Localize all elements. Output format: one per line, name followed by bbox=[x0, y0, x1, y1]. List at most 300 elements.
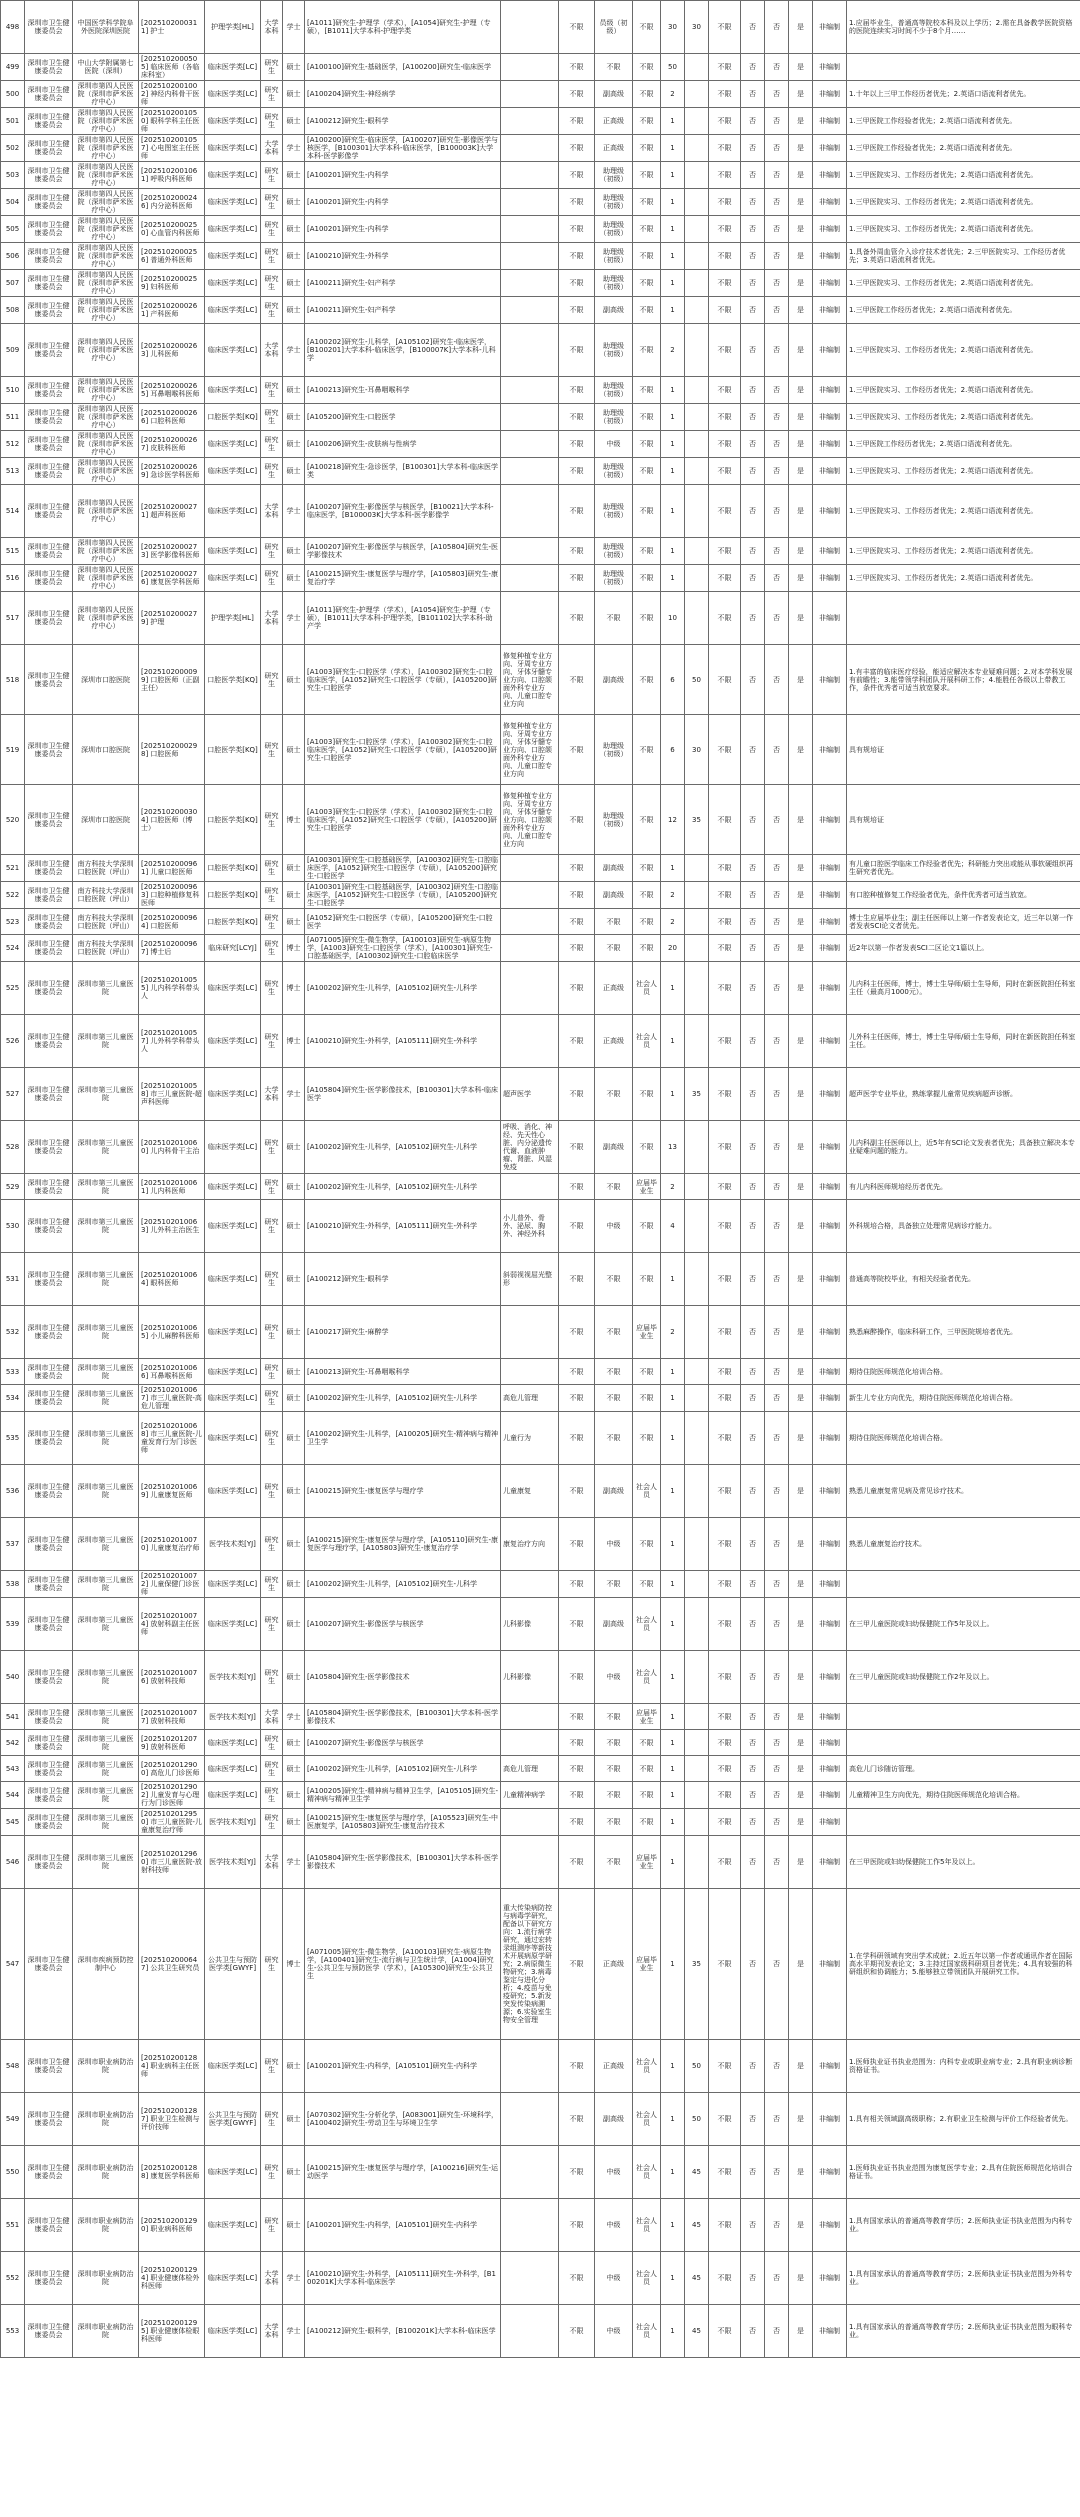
cell-exam-ratio: 不限 bbox=[709, 1809, 741, 1836]
cell-flag-c: 是 bbox=[789, 2199, 813, 2252]
cell-professional-title: 中级 bbox=[595, 2305, 633, 2358]
table-row bbox=[1, 1412, 1080, 1465]
cell-flag-b: 否 bbox=[765, 54, 789, 81]
cell-row-number: 518 bbox=[1, 645, 25, 715]
cell-remarks: 1.医师执业证书执业范围为：内科专业或职业病专业；2.具有职业病诊断资格证书。 bbox=[847, 2040, 1080, 2093]
cell-staffing-type: 非编制 bbox=[813, 485, 847, 538]
cell-position-code-name: [2025102010076] 放射科技师 bbox=[139, 1651, 205, 1704]
cell-flag-a: 否 bbox=[741, 1385, 765, 1412]
table-row bbox=[1, 565, 1080, 592]
table-row bbox=[1, 1385, 1080, 1412]
cell-flag-c: 是 bbox=[789, 785, 813, 855]
table-row bbox=[1, 1306, 1080, 1359]
cell-degree: 硕士 bbox=[283, 1809, 305, 1836]
cell-position-code-name: [2025102010061] 儿内科医师 bbox=[139, 1174, 205, 1200]
cell-employer-unit: 深圳市口腔医院 bbox=[73, 785, 139, 855]
cell-specific-majors: [A071005]研究生-微生物学，[A100103]研究生-病原生物学，[A1003]研究生-口腔医学（学术），[A100301]研究生-口腔基础医学，[A100302]研究生-口腔临床医学 bbox=[305, 935, 501, 962]
cell-research-direction bbox=[501, 431, 559, 458]
cell-specific-majors: [A100202]研究生-儿科学，[A105102]研究生-儿科学 bbox=[305, 1756, 501, 1782]
cell-professional-title: 助理级（初级） bbox=[595, 189, 633, 216]
cell-position-code-name: [2025102012900] 高危儿门诊医师 bbox=[139, 1756, 205, 1782]
cell-recruit-count: 20 bbox=[661, 935, 685, 962]
cell-professional-title: 助理级（初级） bbox=[595, 243, 633, 270]
cell-degree: 学士 bbox=[283, 485, 305, 538]
cell-employer-unit: 深圳市第四人民医院（深圳市萨米医疗中心） bbox=[73, 243, 139, 270]
cell-candidate-type: 社会人员 bbox=[633, 2199, 661, 2252]
cell-employer-unit: 深圳市第三儿童医院 bbox=[73, 1174, 139, 1200]
cell-employer-unit: 深圳市职业病防治院 bbox=[73, 2305, 139, 2358]
cell-department: 深圳市卫生健康委员会 bbox=[25, 431, 73, 458]
cell-candidate-type: 不限 bbox=[633, 404, 661, 431]
cell-major-category: 临床研究[LCYJ] bbox=[205, 935, 261, 962]
cell-staffing-type: 非编制 bbox=[813, 1359, 847, 1385]
cell-other-requirement: 不限 bbox=[559, 485, 595, 538]
cell-specific-majors: [A100207]研究生-影像医学与核医学 bbox=[305, 1598, 501, 1651]
cell-flag-a: 否 bbox=[741, 324, 765, 377]
cell-other-requirement: 不限 bbox=[559, 592, 595, 645]
cell-professional-title: 不限 bbox=[595, 935, 633, 962]
cell-flag-c: 是 bbox=[789, 1412, 813, 1465]
cell-degree: 硕士 bbox=[283, 404, 305, 431]
cell-flag-b: 否 bbox=[765, 189, 789, 216]
cell-flag-c: 是 bbox=[789, 1571, 813, 1598]
cell-employer-unit: 深圳市第三儿童医院 bbox=[73, 1253, 139, 1306]
cell-flag-c: 是 bbox=[789, 1, 813, 54]
cell-employer-unit: 深圳市第三儿童医院 bbox=[73, 1385, 139, 1412]
cell-specific-majors: [A100212]研究生-眼科学，[B100201K]大学本科-临床医学 bbox=[305, 2305, 501, 2358]
cell-row-number: 528 bbox=[1, 1121, 25, 1174]
cell-row-number: 532 bbox=[1, 1306, 25, 1359]
cell-other-requirement: 不限 bbox=[559, 404, 595, 431]
cell-research-direction bbox=[501, 1836, 559, 1889]
cell-specific-majors: [A100207]研究生-影像医学与核医学，[B10021]大学本科-临床医学，[B100003K]大学本科-医学影像学 bbox=[305, 485, 501, 538]
cell-major-category: 口腔医学类[KQ] bbox=[205, 645, 261, 715]
cell-professional-title: 助理级（初级） bbox=[595, 404, 633, 431]
cell-candidate-type: 不限 bbox=[633, 1, 661, 54]
cell-research-direction: 呼吸、消化、神经、先天性心脏、内分泌遗传代谢、血液肿瘤、肾脏、风湿免疫 bbox=[501, 1121, 559, 1174]
cell-flag-b: 否 bbox=[765, 1782, 789, 1809]
cell-flag-c: 是 bbox=[789, 2093, 813, 2146]
cell-candidate-type: 不限 bbox=[633, 1518, 661, 1571]
cell-candidate-type: 应届毕业生 bbox=[633, 1889, 661, 2040]
cell-flag-a: 否 bbox=[741, 270, 765, 297]
cell-row-number: 519 bbox=[1, 715, 25, 785]
cell-flag-a: 否 bbox=[741, 1809, 765, 1836]
cell-major-category: 口腔医学类[KQ] bbox=[205, 882, 261, 909]
cell-degree: 硕士 bbox=[283, 2146, 305, 2199]
cell-exam-ratio: 不限 bbox=[709, 1121, 741, 1174]
cell-remarks: 在三甲儿童医院或妇幼保健院工作5年及以上。 bbox=[847, 1598, 1080, 1651]
cell-staffing-type: 非编制 bbox=[813, 404, 847, 431]
cell-flag-b: 否 bbox=[765, 565, 789, 592]
cell-age-limit bbox=[685, 81, 709, 108]
table-row bbox=[1, 2040, 1080, 2093]
cell-department: 深圳市卫生健康委员会 bbox=[25, 1730, 73, 1756]
cell-research-direction: 小儿普外、骨外、泌尿、胸外、神经外科 bbox=[501, 1200, 559, 1253]
cell-position-code-name: [2025102001284] 职业病科主任医师 bbox=[139, 2040, 205, 2093]
cell-degree: 学士 bbox=[283, 1068, 305, 1121]
cell-major-category: 临床医学类[LC] bbox=[205, 1174, 261, 1200]
cell-employer-unit: 深圳市第四人民医院（深圳市萨米医疗中心） bbox=[73, 324, 139, 377]
table-row bbox=[1, 162, 1080, 189]
cell-flag-a: 否 bbox=[741, 1359, 765, 1385]
cell-remarks: 1.三甲医院实习、工作经历者优先；2.英语口语流利者优先。 bbox=[847, 377, 1080, 404]
cell-recruit-count: 30 bbox=[661, 1, 685, 54]
cell-professional-title: 不限 bbox=[595, 1704, 633, 1730]
cell-exam-ratio: 不限 bbox=[709, 645, 741, 715]
cell-other-requirement: 不限 bbox=[559, 108, 595, 135]
cell-flag-c: 是 bbox=[789, 1836, 813, 1889]
cell-degree: 博士 bbox=[283, 1889, 305, 2040]
table-row bbox=[1, 189, 1080, 216]
cell-flag-a: 否 bbox=[741, 216, 765, 243]
cell-other-requirement: 不限 bbox=[559, 297, 595, 324]
cell-professional-title: 副高级 bbox=[595, 81, 633, 108]
cell-row-number: 514 bbox=[1, 485, 25, 538]
cell-employer-unit: 深圳市职业病防治院 bbox=[73, 2252, 139, 2305]
cell-research-direction: 儿科影像 bbox=[501, 1651, 559, 1704]
cell-other-requirement: 不限 bbox=[559, 162, 595, 189]
cell-major-category: 临床医学类[LC] bbox=[205, 1730, 261, 1756]
cell-research-direction bbox=[501, 538, 559, 565]
cell-staffing-type: 非编制 bbox=[813, 1704, 847, 1730]
cell-specific-majors: [A100213]研究生-耳鼻咽喉科学 bbox=[305, 1359, 501, 1385]
cell-candidate-type: 社会人员 bbox=[633, 1465, 661, 1518]
cell-professional-title: 中级 bbox=[595, 2199, 633, 2252]
cell-degree: 博士 bbox=[283, 962, 305, 1015]
cell-age-limit: 45 bbox=[685, 2146, 709, 2199]
cell-remarks bbox=[847, 1730, 1080, 1756]
cell-employer-unit: 深圳市第四人民医院（深圳市萨米医疗中心） bbox=[73, 404, 139, 431]
cell-other-requirement: 不限 bbox=[559, 431, 595, 458]
cell-remarks: 1.三甲医院实习、工作经历者优先；2.英语口语流利者优先。 bbox=[847, 458, 1080, 485]
cell-other-requirement: 不限 bbox=[559, 1809, 595, 1836]
cell-flag-c: 是 bbox=[789, 404, 813, 431]
cell-candidate-type: 应届毕业生 bbox=[633, 1174, 661, 1200]
cell-degree: 硕士 bbox=[283, 1782, 305, 1809]
cell-professional-title: 不限 bbox=[595, 1174, 633, 1200]
cell-other-requirement: 不限 bbox=[559, 1704, 595, 1730]
cell-flag-c: 是 bbox=[789, 935, 813, 962]
cell-flag-b: 否 bbox=[765, 2305, 789, 2358]
cell-degree: 硕士 bbox=[283, 458, 305, 485]
cell-major-category: 临床医学类[LC] bbox=[205, 2252, 261, 2305]
cell-degree: 博士 bbox=[283, 785, 305, 855]
cell-department: 深圳市卫生健康委员会 bbox=[25, 1809, 73, 1836]
cell-employer-unit: 深圳市第三儿童医院 bbox=[73, 1809, 139, 1836]
cell-major-category: 临床医学类[LC] bbox=[205, 1015, 261, 1068]
cell-research-direction bbox=[501, 485, 559, 538]
table-row bbox=[1, 2305, 1080, 2358]
cell-education: 研究生 bbox=[261, 2199, 283, 2252]
table-row bbox=[1, 431, 1080, 458]
cell-age-limit bbox=[685, 592, 709, 645]
cell-flag-a: 否 bbox=[741, 1730, 765, 1756]
cell-age-limit: 30 bbox=[685, 1, 709, 54]
cell-degree: 硕士 bbox=[283, 1465, 305, 1518]
cell-staffing-type: 非编制 bbox=[813, 189, 847, 216]
cell-major-category: 临床医学类[LC] bbox=[205, 1412, 261, 1465]
cell-flag-a: 否 bbox=[741, 785, 765, 855]
cell-flag-c: 是 bbox=[789, 2305, 813, 2358]
cell-staffing-type: 非编制 bbox=[813, 2199, 847, 2252]
cell-major-category: 临床医学类[LC] bbox=[205, 270, 261, 297]
cell-education: 研究生 bbox=[261, 1782, 283, 1809]
cell-row-number: 516 bbox=[1, 565, 25, 592]
cell-major-category: 临床医学类[LC] bbox=[205, 1571, 261, 1598]
cell-exam-ratio: 不限 bbox=[709, 431, 741, 458]
cell-education: 研究生 bbox=[261, 1598, 283, 1651]
cell-staffing-type: 非编制 bbox=[813, 882, 847, 909]
cell-flag-c: 是 bbox=[789, 135, 813, 162]
table-row bbox=[1, 1, 1080, 54]
cell-professional-title: 正高级 bbox=[595, 135, 633, 162]
cell-education: 研究生 bbox=[261, 882, 283, 909]
cell-age-limit bbox=[685, 1756, 709, 1782]
cell-recruit-count: 1 bbox=[661, 962, 685, 1015]
cell-professional-title: 助理级（初级） bbox=[595, 377, 633, 404]
table-row bbox=[1, 1836, 1080, 1889]
cell-employer-unit: 深圳市第三儿童医院 bbox=[73, 1359, 139, 1385]
cell-professional-title: 助理级（初级） bbox=[595, 565, 633, 592]
cell-recruit-count: 6 bbox=[661, 715, 685, 785]
cell-major-category: 护理学类[HL] bbox=[205, 1, 261, 54]
cell-degree: 硕士 bbox=[283, 1651, 305, 1704]
cell-remarks: 1.十年以上三甲工作经历者优先；2.英语口语流利者优先。 bbox=[847, 81, 1080, 108]
cell-degree: 硕士 bbox=[283, 1306, 305, 1359]
cell-recruit-count: 1 bbox=[661, 1253, 685, 1306]
cell-staffing-type: 非编制 bbox=[813, 1782, 847, 1809]
cell-age-limit: 35 bbox=[685, 1068, 709, 1121]
table-row bbox=[1, 324, 1080, 377]
cell-major-category: 临床医学类[LC] bbox=[205, 2040, 261, 2093]
cell-department: 深圳市卫生健康委员会 bbox=[25, 162, 73, 189]
cell-age-limit: 50 bbox=[685, 645, 709, 715]
cell-exam-ratio: 不限 bbox=[709, 1465, 741, 1518]
cell-flag-c: 是 bbox=[789, 565, 813, 592]
cell-employer-unit: 中山大学附属第七医院（深圳） bbox=[73, 54, 139, 81]
cell-flag-a: 否 bbox=[741, 645, 765, 715]
cell-staffing-type: 非编制 bbox=[813, 1015, 847, 1068]
cell-department: 深圳市卫生健康委员会 bbox=[25, 243, 73, 270]
cell-professional-title: 不限 bbox=[595, 54, 633, 81]
cell-recruit-count: 2 bbox=[661, 909, 685, 935]
cell-flag-c: 是 bbox=[789, 962, 813, 1015]
cell-education: 研究生 bbox=[261, 1306, 283, 1359]
cell-education: 大学本科 bbox=[261, 2305, 283, 2358]
cell-employer-unit: 深圳市第三儿童医院 bbox=[73, 1782, 139, 1809]
cell-remarks: 1.三甲医院实习、工作经历者优先；2.英语口语流利者优先。 bbox=[847, 216, 1080, 243]
cell-position-code-name: [2025102010058] 市三儿童医院-超声科医师 bbox=[139, 1068, 205, 1121]
cell-position-code-name: [2025102000647] 公共卫生研究员 bbox=[139, 1889, 205, 2040]
cell-degree: 学士 bbox=[283, 1836, 305, 1889]
cell-major-category: 临床医学类[LC] bbox=[205, 1200, 261, 1253]
cell-recruit-count: 1 bbox=[661, 485, 685, 538]
cell-exam-ratio: 不限 bbox=[709, 1704, 741, 1730]
cell-professional-title: 正高级 bbox=[595, 108, 633, 135]
table-row bbox=[1, 1465, 1080, 1518]
cell-education: 研究生 bbox=[261, 1174, 283, 1200]
cell-exam-ratio: 不限 bbox=[709, 216, 741, 243]
table-row bbox=[1, 538, 1080, 565]
cell-flag-a: 否 bbox=[741, 1121, 765, 1174]
table-row bbox=[1, 1200, 1080, 1253]
cell-other-requirement: 不限 bbox=[559, 855, 595, 882]
cell-research-direction: 儿童康复 bbox=[501, 1465, 559, 1518]
cell-remarks: 外科规培合格，具备独立处理常见病诊疗能力。 bbox=[847, 1200, 1080, 1253]
cell-employer-unit: 深圳市职业病防治院 bbox=[73, 2093, 139, 2146]
cell-major-category: 临床医学类[LC] bbox=[205, 458, 261, 485]
cell-exam-ratio: 不限 bbox=[709, 135, 741, 162]
cell-flag-b: 否 bbox=[765, 1756, 789, 1782]
cell-other-requirement: 不限 bbox=[559, 1651, 595, 1704]
cell-degree: 硕士 bbox=[283, 243, 305, 270]
cell-flag-c: 是 bbox=[789, 1200, 813, 1253]
cell-age-limit bbox=[685, 458, 709, 485]
cell-candidate-type: 应届毕业生 bbox=[633, 1836, 661, 1889]
cell-candidate-type: 社会人员 bbox=[633, 2252, 661, 2305]
cell-recruit-count: 1 bbox=[661, 377, 685, 404]
cell-degree: 学士 bbox=[283, 592, 305, 645]
cell-employer-unit: 深圳市第三儿童医院 bbox=[73, 1518, 139, 1571]
cell-remarks: 1.具有国家承认的普通高等教育学历；2.医师执业证书执业范围为外科专业。 bbox=[847, 2252, 1080, 2305]
cell-education: 大学本科 bbox=[261, 1068, 283, 1121]
table-row bbox=[1, 81, 1080, 108]
cell-degree: 硕士 bbox=[283, 1200, 305, 1253]
cell-research-direction bbox=[501, 135, 559, 162]
cell-flag-c: 是 bbox=[789, 1306, 813, 1359]
cell-position-code-name: [2025102000269] 急诊医学科医师 bbox=[139, 458, 205, 485]
cell-department: 深圳市卫生健康委员会 bbox=[25, 54, 73, 81]
cell-education: 研究生 bbox=[261, 54, 283, 81]
cell-department: 深圳市卫生健康委员会 bbox=[25, 1465, 73, 1518]
cell-major-category: 公共卫生与预防医学类[GWYF] bbox=[205, 1889, 261, 2040]
cell-flag-a: 否 bbox=[741, 1306, 765, 1359]
cell-recruit-count: 1 bbox=[661, 1756, 685, 1782]
cell-degree: 硕士 bbox=[283, 1518, 305, 1571]
cell-specific-majors: [A100210]研究生-外科学，[A105111]研究生-外科学 bbox=[305, 1200, 501, 1253]
cell-research-direction bbox=[501, 2199, 559, 2252]
cell-specific-majors: [A100200]研究生-临床医学，[A100207]研究生-影像医学与核医学，[B100301]大学本科-临床医学，[B100003K]大学本科-医学影像学 bbox=[305, 135, 501, 162]
cell-education: 研究生 bbox=[261, 1651, 283, 1704]
cell-candidate-type: 不限 bbox=[633, 1756, 661, 1782]
table-row bbox=[1, 882, 1080, 909]
cell-education: 研究生 bbox=[261, 1253, 283, 1306]
cell-flag-c: 是 bbox=[789, 216, 813, 243]
cell-candidate-type: 不限 bbox=[633, 324, 661, 377]
table-row bbox=[1, 935, 1080, 962]
cell-education: 研究生 bbox=[261, 81, 283, 108]
cell-flag-c: 是 bbox=[789, 377, 813, 404]
cell-employer-unit: 深圳市第三儿童医院 bbox=[73, 962, 139, 1015]
cell-row-number: 526 bbox=[1, 1015, 25, 1068]
cell-staffing-type: 非编制 bbox=[813, 1571, 847, 1598]
cell-department: 深圳市卫生健康委员会 bbox=[25, 882, 73, 909]
cell-department: 深圳市卫生健康委员会 bbox=[25, 715, 73, 785]
cell-exam-ratio: 不限 bbox=[709, 1836, 741, 1889]
cell-candidate-type: 社会人员 bbox=[633, 2305, 661, 2358]
table-row bbox=[1, 1359, 1080, 1385]
cell-professional-title: 不限 bbox=[595, 1782, 633, 1809]
cell-professional-title: 不限 bbox=[595, 1571, 633, 1598]
cell-flag-c: 是 bbox=[789, 882, 813, 909]
cell-candidate-type: 不限 bbox=[633, 645, 661, 715]
cell-specific-majors: [A100204]研究生-神经病学 bbox=[305, 81, 501, 108]
cell-employer-unit: 南方科技大学深圳口腔医院（坪山） bbox=[73, 935, 139, 962]
cell-flag-c: 是 bbox=[789, 1465, 813, 1518]
cell-specific-majors: [A1052]研究生-口腔医学（专硕），[A105200]研究生-口腔医学 bbox=[305, 909, 501, 935]
cell-staffing-type: 非编制 bbox=[813, 909, 847, 935]
cell-candidate-type: 不限 bbox=[633, 377, 661, 404]
cell-row-number: 503 bbox=[1, 162, 25, 189]
cell-professional-title: 副高级 bbox=[595, 1121, 633, 1174]
cell-flag-b: 否 bbox=[765, 1889, 789, 2040]
cell-specific-majors: [A100201]研究生-内科学 bbox=[305, 216, 501, 243]
cell-flag-a: 否 bbox=[741, 108, 765, 135]
cell-education: 研究生 bbox=[261, 855, 283, 882]
cell-research-direction bbox=[501, 81, 559, 108]
cell-flag-b: 否 bbox=[765, 1068, 789, 1121]
cell-department: 深圳市卫生健康委员会 bbox=[25, 458, 73, 485]
cell-age-limit: 50 bbox=[685, 2093, 709, 2146]
cell-candidate-type: 不限 bbox=[633, 909, 661, 935]
cell-education: 研究生 bbox=[261, 431, 283, 458]
cell-flag-c: 是 bbox=[789, 909, 813, 935]
cell-recruit-count: 1 bbox=[661, 1385, 685, 1412]
cell-flag-b: 否 bbox=[765, 1174, 789, 1200]
cell-major-category: 临床医学类[LC] bbox=[205, 297, 261, 324]
cell-staffing-type: 非编制 bbox=[813, 1, 847, 54]
cell-flag-a: 否 bbox=[741, 1174, 765, 1200]
cell-other-requirement: 不限 bbox=[559, 54, 595, 81]
table-row bbox=[1, 1121, 1080, 1174]
cell-flag-a: 否 bbox=[741, 54, 765, 81]
cell-age-limit bbox=[685, 855, 709, 882]
cell-remarks: 1.三甲医院实习、工作经历者优先；2.英语口语流利者优先。 bbox=[847, 404, 1080, 431]
cell-staffing-type: 非编制 bbox=[813, 324, 847, 377]
cell-flag-c: 是 bbox=[789, 1015, 813, 1068]
cell-flag-c: 是 bbox=[789, 1518, 813, 1571]
cell-degree: 硕士 bbox=[283, 2199, 305, 2252]
cell-research-direction bbox=[501, 377, 559, 404]
cell-other-requirement: 不限 bbox=[559, 1571, 595, 1598]
cell-flag-b: 否 bbox=[765, 962, 789, 1015]
cell-education: 大学本科 bbox=[261, 1, 283, 54]
cell-recruit-count: 1 bbox=[661, 1068, 685, 1121]
cell-position-code-name: [2025102000304] 口腔医师（博士） bbox=[139, 785, 205, 855]
cell-flag-b: 否 bbox=[765, 1359, 789, 1385]
cell-exam-ratio: 不限 bbox=[709, 324, 741, 377]
cell-row-number: 538 bbox=[1, 1571, 25, 1598]
cell-candidate-type: 不限 bbox=[633, 270, 661, 297]
cell-degree: 学士 bbox=[283, 2305, 305, 2358]
cell-exam-ratio: 不限 bbox=[709, 485, 741, 538]
cell-staffing-type: 非编制 bbox=[813, 538, 847, 565]
cell-recruit-count: 2 bbox=[661, 882, 685, 909]
cell-department: 深圳市卫生健康委员会 bbox=[25, 1651, 73, 1704]
cell-professional-title: 不限 bbox=[595, 1836, 633, 1889]
cell-position-code-name: [2025102000263] 儿科医师 bbox=[139, 324, 205, 377]
cell-education: 研究生 bbox=[261, 2040, 283, 2093]
cell-degree: 学士 bbox=[283, 324, 305, 377]
cell-age-limit bbox=[685, 1306, 709, 1359]
cell-education: 研究生 bbox=[261, 1200, 283, 1253]
cell-employer-unit: 深圳市职业病防治院 bbox=[73, 2146, 139, 2199]
cell-row-number: 543 bbox=[1, 1756, 25, 1782]
cell-other-requirement: 不限 bbox=[559, 2093, 595, 2146]
cell-professional-title: 中级 bbox=[595, 2252, 633, 2305]
cell-candidate-type: 不限 bbox=[633, 565, 661, 592]
